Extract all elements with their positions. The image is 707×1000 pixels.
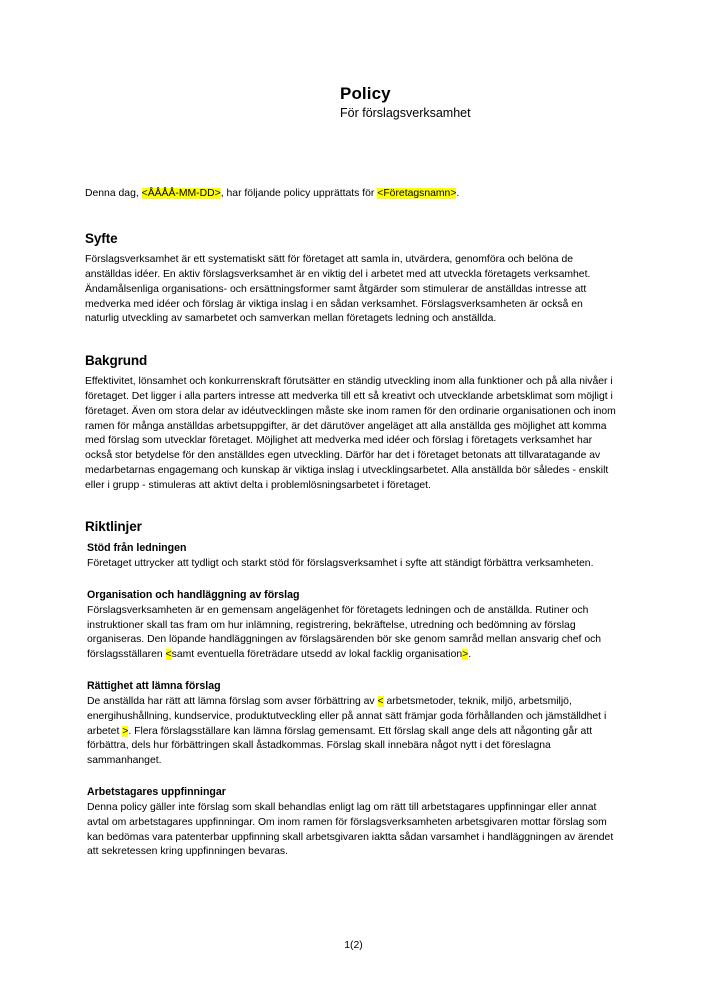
bracket-close-highlight-organisation: > bbox=[462, 649, 469, 661]
subsection-rattighet-lamna-forslag bbox=[87, 680, 617, 769]
page-subtitle: För förslagsverksamhet bbox=[340, 105, 471, 120]
sub-heading-uppfinningar: Arbetstagares uppfinningar bbox=[87, 785, 226, 798]
sub-heading-organisation: Organisation och handläggning av förslag bbox=[87, 588, 300, 601]
rattighet-text-1: De anställda har rätt att lämna förslag som avser förbättring av bbox=[87, 696, 378, 708]
section-riktlinjer bbox=[85, 519, 617, 860]
document-body bbox=[85, 186, 617, 860]
section-body-syfte: Förslagsverksamhet är ett systematiskt sätt för företaget att samla in, utvärdera, genomföra och belöna de anställdas idéer. En aktiv förslagsverksamhet är en viktig del i arbetet med att utveckla företagets verksamhet. Ändamålsenliga organisations- och ersättningsformer samt åtgärder som stimulerar de anställdas intresse att medverka med idéer och förslag är viktiga inslag i en sådan verksamhet. Förslagsverksamheten är också en naturlig utveckling av samarbetet och samverkan mellan företagets ledning och anställda. bbox=[85, 254, 591, 325]
intro-text-before: Denna dag, bbox=[85, 188, 142, 199]
riktlinjer-subsections bbox=[85, 542, 617, 861]
bracket-close-highlight-rattighet: > bbox=[122, 725, 129, 737]
rattighet-text-3: . Flera förslagsställare kan lämna förslag gemensamt. Ett förslag skall ange dels att någonting går att förbättra, dels hur förbättringen skall åstadkommas. Förslag skall innebära något nytt i det föreslagna sammanhanget. bbox=[87, 725, 593, 767]
sub-body-rattighet bbox=[87, 695, 617, 769]
sub-body-organisation bbox=[87, 604, 617, 663]
page-title: Policy bbox=[340, 84, 391, 103]
subsection-stod-fran-ledningen bbox=[87, 542, 617, 572]
section-body-bakgrund: Effektivitet, lönsamhet och konkurrenskraft förutsätter en ständig utveckling inom alla funktioner och på alla nivåer i företaget. Det ligger i alla parters intresse att medverka till ett så kreativt och utvecklande arbetsklimat som möjligt i företaget. Även om stora delar av idéutvecklingen måste ske inom ramen för den ordinarie organisationen och inom ramen för många anställdas arbetsuppgifter, är det därutöver angeläget att alla anställda ges möjlighet att komma med förslag som utvecklar företaget. Möjlighet att medverka med idéer och förslag i företagets verksamhet har också stor betydelse för den anställdes egen utveckling. Därför har det i företaget betonats att tillvaratagande av medarbetarnas engagemang och kunskap är viktiga inslag i utvecklingsarbetet. Alla anställda bör således - enskilt eller i grupp - stimuleras att aktivt delta i problemlösningsarbetet i företaget. bbox=[85, 376, 616, 491]
sub-body-uppfinningar: Denna policy gäller inte förslag som skall behandlas enligt lag om rätt till arbetstagares uppfinningar eller annat avtal om arbetstagares uppfinningar. Om inom ramen för förslagsverksamheten arbetsgivaren mottar förslag som kan bedömas vara patenterbar uppfinning skall arbetsgivaren iaktta sådan varsamhet i handläggningen av ärendet att sekretessen kring uppfinningen bevaras. bbox=[87, 802, 614, 858]
section-heading-syfte: Syfte bbox=[85, 231, 118, 247]
sub-heading-stod: Stöd från ledningen bbox=[87, 541, 187, 554]
sub-body-stod: Företaget uttrycker att tydligt och starkt stöd för förslagsverksamhet i syfte att ständigt förbättra verksamheten. bbox=[87, 557, 594, 569]
section-syfte bbox=[85, 231, 617, 327]
rattighet-text-2: arbetsmetoder, teknik, miljö, arbetsmiljö, energihushållning, kundservice, produktutveckling eller på annat sätt främjar goda förhållanden och jämställdhet i arbetet bbox=[87, 696, 607, 737]
intro-paragraph bbox=[85, 186, 617, 201]
section-heading-riktlinjer: Riktlinjer bbox=[85, 519, 142, 535]
bracket-open-highlight-organisation: < bbox=[165, 649, 172, 661]
intro-text-after: . bbox=[456, 188, 460, 199]
sub-heading-rattighet: Rättighet att lämna förslag bbox=[87, 679, 221, 692]
subsection-organisation-handlaggning bbox=[87, 589, 617, 663]
page-number-footer: 1(2) bbox=[344, 940, 363, 951]
document-title-block bbox=[340, 84, 660, 121]
company-placeholder-highlight: <Företagsnamn> bbox=[377, 188, 457, 199]
date-placeholder-highlight: <ÅÅÅÅ-MM-DD> bbox=[141, 188, 221, 199]
organisation-text-2: samt eventuella företrädare utsedd av lokal facklig organisation bbox=[171, 649, 463, 661]
section-bakgrund bbox=[85, 353, 617, 493]
section-heading-bakgrund: Bakgrund bbox=[85, 353, 148, 369]
organisation-text-3: . bbox=[468, 649, 472, 661]
subsection-arbetstagares-uppfinningar bbox=[87, 786, 617, 860]
organisation-text-1: Förslagsverksamheten är en gemensam angelägenhet för företagets ledningen och de anställda. Rutiner och instruktioner skall tas fram om hur inlämning, registrering, bekräftelse, utredning och bedömning av förslag organiseras. Den löpande handläggningen av förslagsärenden bör ske genom samråd mellan ansvarig chef och förslagsställaren bbox=[87, 604, 602, 661]
bracket-open-highlight-rattighet: < bbox=[377, 696, 384, 708]
intro-text-middle: , har följande policy upprättats för bbox=[220, 188, 378, 199]
